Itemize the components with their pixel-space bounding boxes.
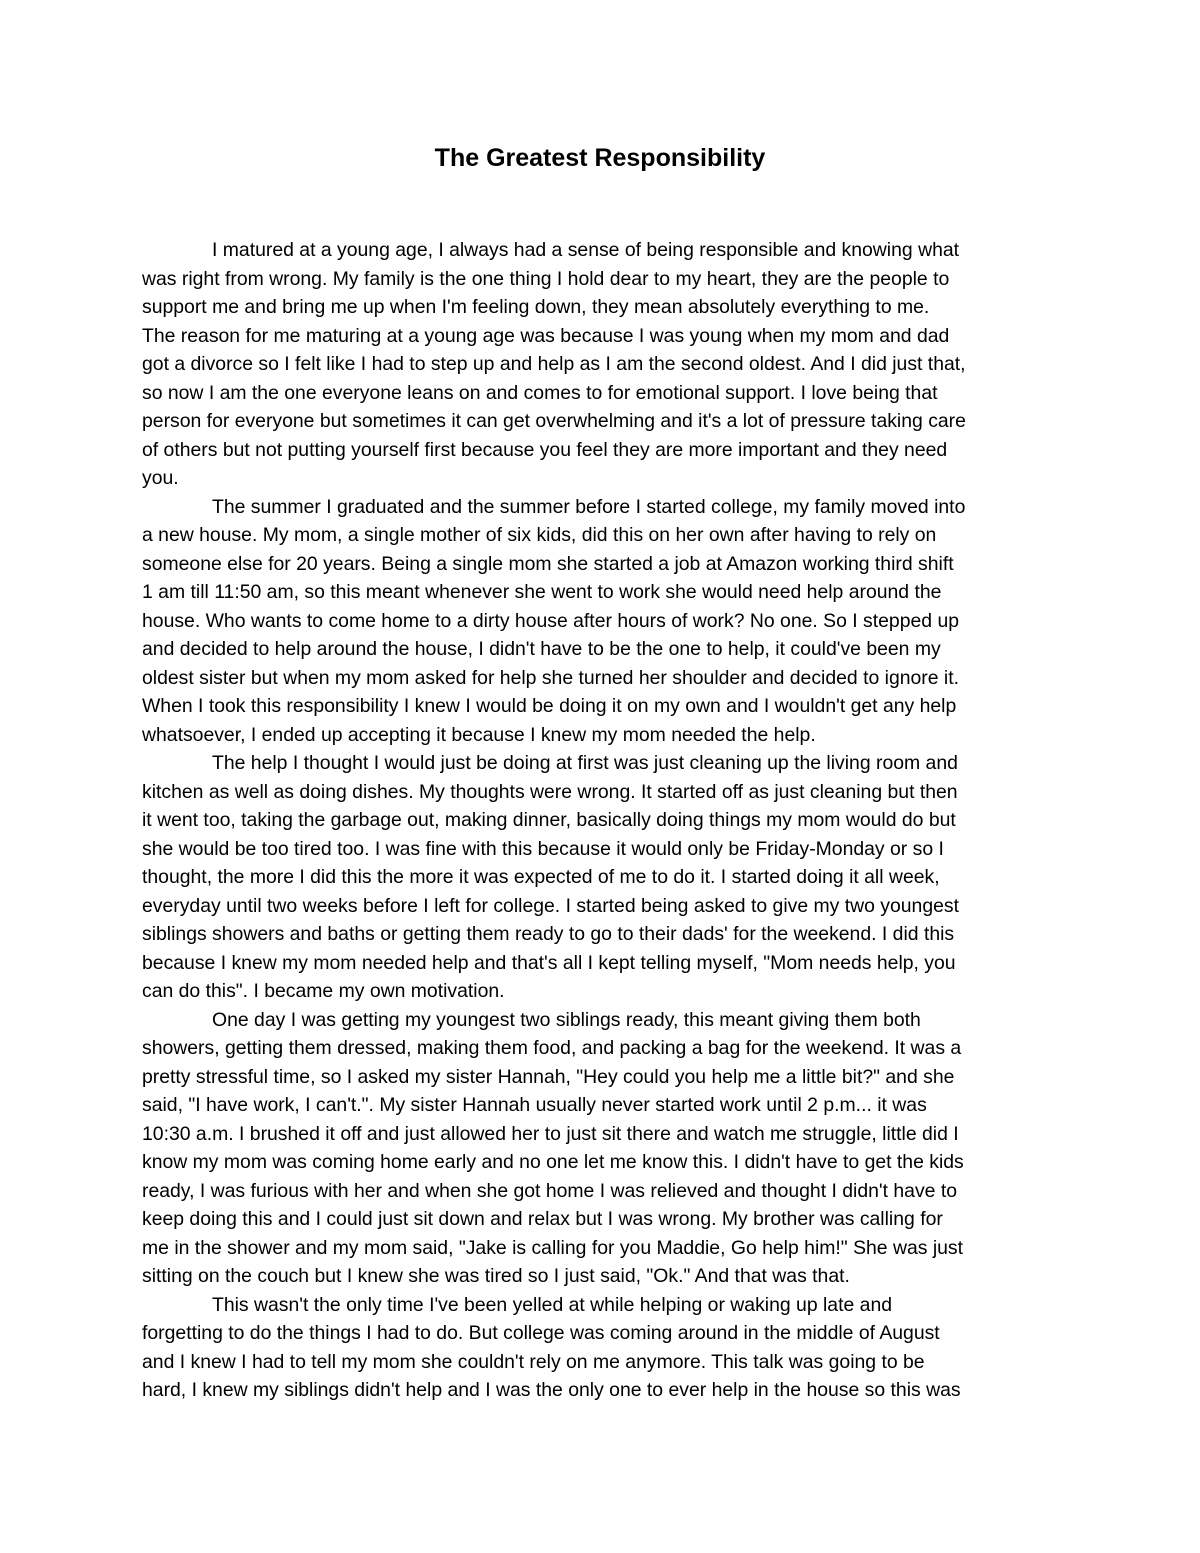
text-line: and decided to help around the house, I didn't have to be the one to help, it could've been my [142,638,941,660]
paragraph-first-line: I matured at a young age, I always had a sense of being responsible and knowing what [212,239,960,261]
text-line: everyday until two weeks before I left for college. I started being asked to give my two youngest [142,894,959,917]
text-line: 10:30 a.m. I brushed it off and just allowed her to just sit there and watch me struggle, little did I [142,1122,959,1145]
text-line: sitting on the couch but I knew she was tired so I just said, "Ok." And that was that. [142,1265,850,1287]
text-line: can do this". I became my own motivation. [142,980,505,1002]
document-title: The Greatest Responsibility [434,144,766,172]
text-line: pretty stressful time, so I asked my sister Hannah, "Hey could you help me a little bit?" and she [142,1065,955,1088]
text-line: said, "I have work, I can't.". My sister Hannah usually never started work until 2 p.m... it was [142,1094,927,1116]
paragraph-first-line: One day I was getting my youngest two siblings ready, this meant giving them both [212,1008,921,1031]
text-line: The reason for me maturing at a young age was because I was young when my mom and dad [142,324,950,347]
text-line: whatsoever, I ended up accepting it because I knew my mom needed the help. [142,723,816,746]
text-line: and I knew I had to tell my mom she couldn't rely on me anymore. This talk was going to be [142,1350,925,1373]
text-line: thought, the more I did this the more it was expected of me to do it. I started doing it all week, [142,866,940,888]
paragraph-first-line: The summer I graduated and the summer before I started college, my family moved into [212,495,966,518]
text-line: hard, I knew my siblings didn't help and I was the only one to ever help in the house so this was [142,1379,961,1401]
text-line: she would be too tired too. I was fine with this because it would only be Friday-Monday or so I [142,837,944,860]
text-line: was right from wrong. My family is the one thing I hold dear to my heart, they are the people to [142,267,950,290]
text-line: showers, getting them dressed, making them food, and packing a bag for the weekend. It was a [142,1037,962,1059]
text-line: siblings showers and baths or getting them ready to go to their dads' for the weekend. I did this [142,923,955,945]
text-line: know my mom was coming home early and no one let me know this. I didn't have to get the kids [142,1151,964,1173]
text-line: oldest sister but when my mom asked for help she turned her shoulder and decided to ignore it. [142,666,960,689]
text-line: house. Who wants to come home to a dirty house after hours of work? No one. So I stepped up [142,609,960,632]
essay-body [142,236,1062,1405]
text-line: me in the shower and my mom said, "Jake is calling for you Maddie, Go help him!" She was just [142,1236,963,1259]
text-line: got a divorce so I felt like I had to step up and help as I am the second oldest. And I did just that, [142,353,966,375]
text-line: so now I am the one everyone leans on and comes to for emotional support. I love being that [142,381,938,404]
text-line: a new house. My mom, a single mother of six kids, did this on her own after having to rely on [142,524,937,546]
text-line: someone else for 20 years. Being a single mom she started a job at Amazon working third shift [142,552,954,575]
paragraph-first-line: The help I thought I would just be doing at first was just cleaning up the living room and [212,752,958,774]
text-line: kitchen as well as doing dishes. My thoughts were wrong. It started off as just cleaning but then [142,780,958,803]
text-line: because I knew my mom needed help and that's all I kept telling myself, "Mom needs help, you [142,951,956,974]
text-line: 1 am till 11:50 am, so this meant whenever she went to work she would need help around the [142,581,942,603]
text-line: forgetting to do the things I had to do. But college was coming around in the middle of August [142,1322,940,1344]
text-line: of others but not putting yourself first because you feel they are more important and they need [142,438,948,461]
text-line: keep doing this and I could just sit down and relax but I was wrong. My brother was calling for [142,1208,943,1230]
text-line: you. [142,467,179,489]
text-line: ready, I was furious with her and when she got home I was relieved and thought I didn't have to [142,1179,958,1202]
paragraph-first-line: This wasn't the only time I've been yelled at while helping or waking up late and [212,1293,893,1316]
text-line: person for everyone but sometimes it can get overwhelming and it's a lot of pressure taking care [142,410,966,432]
text-line: support me and bring me up when I'm feeling down, they mean absolutely everything to me. [142,296,930,318]
text-line: When I took this responsibility I knew I would be doing it on my own and I wouldn't get any help [142,695,957,717]
text-line: it went too, taking the garbage out, making dinner, basically doing things my mom would do but [142,809,956,831]
